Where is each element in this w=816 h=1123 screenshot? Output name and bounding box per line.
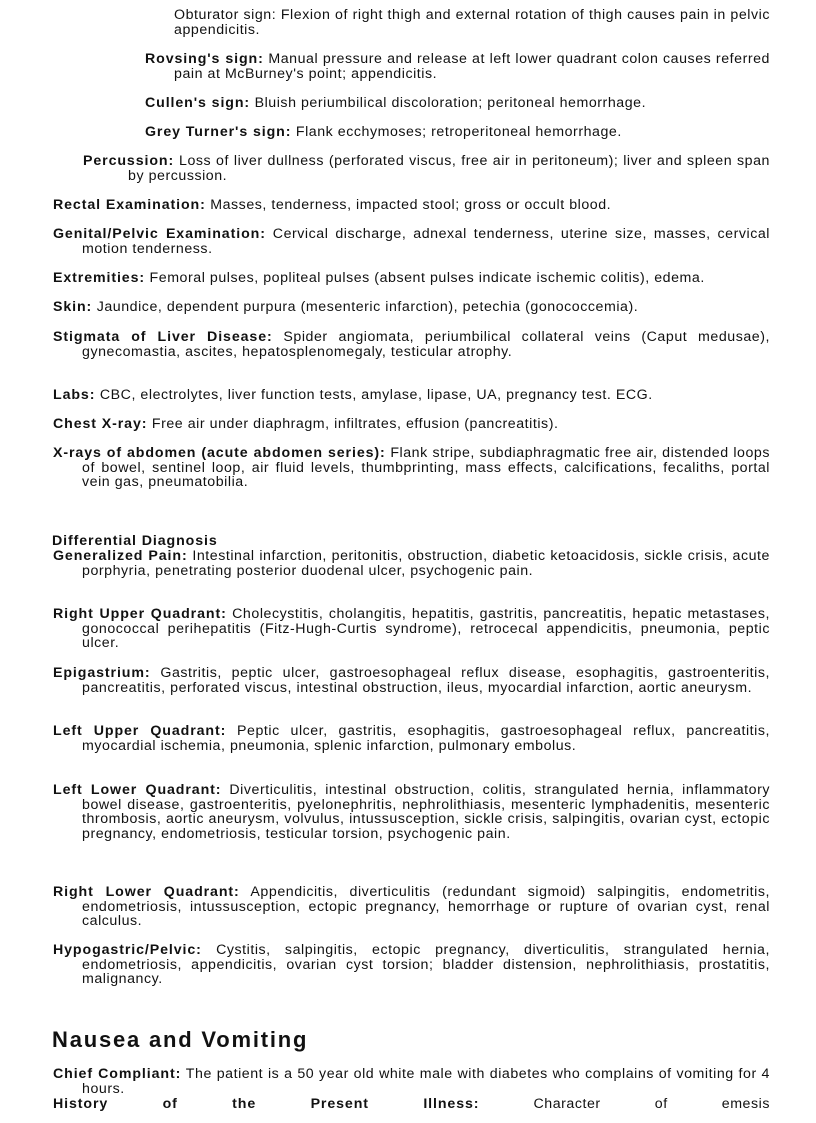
stigmata-of-liver-disease: Stigmata of Liver Disease: Spider angiomata, periumbilical collateral veins (Caput medusae), gynecomastia, ascites, hepatosplenomegaly, testicular atrophy. bbox=[53, 329, 770, 360]
differential-diagnosis-heading: Differential Diagnosis bbox=[52, 533, 218, 549]
grey-turners-sign: Grey Turner's sign: Flank ecchymoses; retroperitoneal hemorrhage. bbox=[145, 124, 622, 140]
percussion: Percussion: Loss of liver dullness (perforated viscus, free air in peritoneum); liver and spleen span by percussion. bbox=[83, 153, 770, 184]
right-upper-quadrant: Right Upper Quadrant: Cholecystitis, cholangitis, hepatitis, gastritis, pancreatitis, hepatic metastases, gonococcal perihepatitis (Fitz-Hugh-Curtis syndrome), retrocecal appendicitis, pneumonia, peptic ulcer. bbox=[53, 606, 770, 652]
rectal-examination: Rectal Examination: Masses, tenderness, impacted stool; gross or occult blood. bbox=[53, 197, 612, 213]
labs: Labs: CBC, electrolytes, liver function tests, amylase, lipase, UA, pregnancy test. ECG. bbox=[53, 387, 653, 403]
skin: Skin: Jaundice, dependent purpura (mesenteric infarction), petechia (gonococcemia). bbox=[53, 299, 639, 315]
genital-pelvic-examination: Genital/Pelvic Examination: Cervical discharge, adnexal tenderness, uterine size, masses, cervical motion tenderness. bbox=[53, 226, 771, 257]
cullens-sign: Cullen's sign: Bluish periumbilical discoloration; peritoneal hemorrhage. bbox=[145, 95, 647, 111]
chief-complaint: Chief Compliant: The patient is a 50 year old white male with diabetes who complains of vomiting for 4 hours. bbox=[53, 1066, 770, 1097]
chest-xray: Chest X-ray: Free air under diaphragm, infiltrates, effusion (pancreatitis). bbox=[53, 416, 559, 432]
left-lower-quadrant: Left Lower Quadrant: Diverticulitis, intestinal obstruction, colitis, strangulated hernia, inflammatory bowel disease, gastroenteritis, pyelonephritis, nephrolithiasis, mesenteric lymphadenitis, mesenteric thrombosis, aortic aneurysm, volvulus, intussusception, sickle crisis, salpingitis, ovarian cyst, ectopic pregnancy, endometriosis, testicular torsion, psychogenic pain. bbox=[53, 782, 770, 842]
right-lower-quadrant: Right Lower Quadrant: Appendicitis, diverticulitis (redundant sigmoid) salpingitis, endometritis, endometriosis, intussusception, ectopic pregnancy, hemorrhage or rupture of ovarian cyst, renal calculus. bbox=[53, 884, 771, 930]
section-title: Nausea and Vomiting bbox=[52, 1027, 309, 1052]
generalized-pain: Generalized Pain: Intestinal infarction, peritonitis, obstruction, diabetic ketoacidosis, sickle crisis, acute porphyria, penetrating posterior duodenal ulcer, psychogenic pain. bbox=[53, 548, 770, 579]
rovsings-sign: Rovsing's sign: Manual pressure and release at left lower quadrant colon causes referred pain at McBurney's point; appendicitis. bbox=[145, 51, 770, 82]
hypogastric-pelvic: Hypogastric/Pelvic: Cystitis, salpingitis, ectopic pregnancy, diverticulitis, strangulated hernia, endometriosis, appendicitis, ovarian cyst torsion; bladder distension, nephrolithiasis, prostatitis, malignancy. bbox=[53, 942, 770, 988]
xrays-of-abdomen: X-rays of abdomen (acute abdomen series): Flank stripe, subdiaphragmatic free air, distended loops of bowel, sentinel loop, air fluid levels, thumbprinting, mass effects, calcifications, fecaliths, portal vein gas, pneumatobilia. bbox=[53, 445, 770, 491]
obturator-sign: Obturator sign: Flexion of right thigh and external rotation of thigh causes pain in pelvic appendicitis. bbox=[174, 7, 770, 38]
extremities: Extremities: Femoral pulses, popliteal pulses (absent pulses indicate ischemic colitis), edema. bbox=[53, 270, 705, 286]
history-of-present-illness: History of the Present Illness: Character of emesis bbox=[53, 1096, 770, 1112]
left-upper-quadrant: Left Upper Quadrant: Peptic ulcer, gastritis, esophagitis, gastroesophageal reflux, pancreatitis, myocardial ischemia, pneumonia, splenic infarction, pulmonary embolus. bbox=[53, 723, 770, 754]
epigastrium: Epigastrium: Gastritis, peptic ulcer, gastroesophageal reflux disease, esophagitis, gastroenteritis, pancreatitis, perforated viscus, intestinal obstruction, ileus, myocardial infarction, aortic aneurysm. bbox=[53, 665, 771, 696]
